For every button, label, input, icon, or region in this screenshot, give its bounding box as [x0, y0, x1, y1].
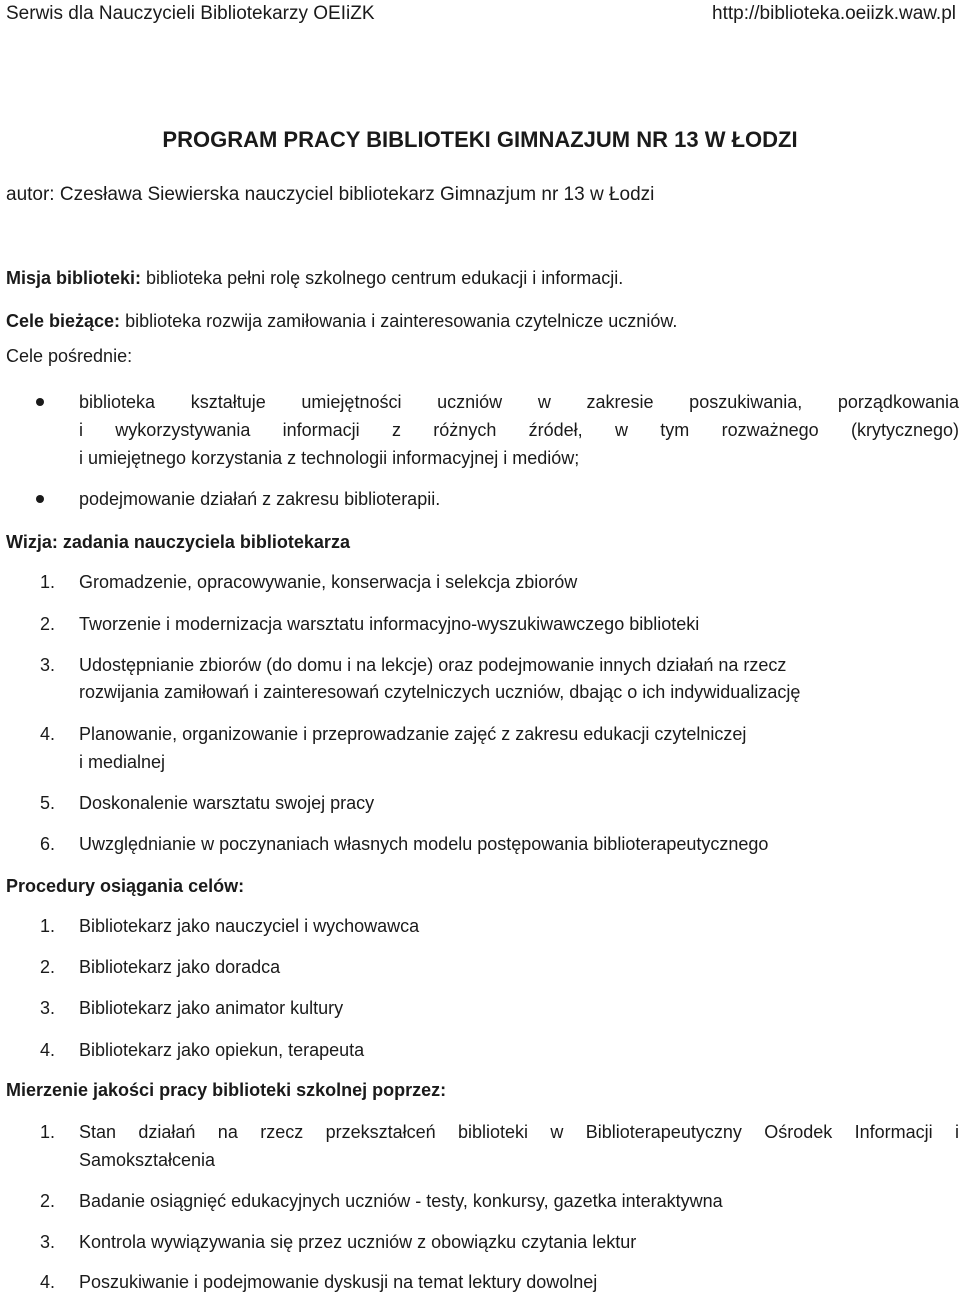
vision-item-4-number: 4.: [40, 724, 56, 744]
mission-text: biblioteka pełni rolę szkolnego centrum edukacji i informacji.: [146, 268, 624, 288]
vision-item-3-line-1: Udostępnianie zbiorów (do domu i na lekcje) oraz podejmowanie innych działań na rzecz: [79, 655, 787, 675]
vision-item-1-number: 1.: [40, 572, 56, 592]
quality-item-2-number: 2.: [40, 1191, 56, 1211]
quality-item-2: Badanie osiągnięć edukacyjnych uczniów - testy, konkursy, gazetka interaktywna: [79, 1191, 723, 1211]
quality-item-3: Kontrola wywiązywania się przez uczniów z obowiązku czytania lektur: [79, 1232, 637, 1252]
vision-item-4-line-1: Planowanie, organizowanie i przeprowadzanie zajęć z zakresu edukacji czytelniczej: [79, 724, 747, 744]
bullet-1-line-2: i wykorzystywania informacji z różnych źródeł, w tym rozważnego (krytycznego): [79, 420, 959, 440]
mission-label: Misja biblioteki:: [6, 268, 142, 288]
vision-item-1: Gromadzenie, opracowywanie, konserwacja i selekcja zbiorów: [79, 572, 578, 592]
quality-item-3-number: 3.: [40, 1232, 56, 1252]
vision-item-3-number: 3.: [40, 655, 56, 675]
quality-item-4: Poszukiwanie i podejmowanie dyskusji na temat lektury dowolnej: [79, 1272, 598, 1292]
quality-item-1: [79, 1118, 959, 1174]
intermediate-goals-label: Cele pośrednie:: [6, 346, 133, 366]
current-goals-text: biblioteka rozwija zamiłowania i zainteresowania czytelnicze uczniów.: [125, 311, 678, 331]
bullet-1-line-1: biblioteka kształtuje umiejętności uczniów w zakresie poszukiwania, porządkowania: [79, 392, 959, 412]
quality-item-4-number: 4.: [40, 1272, 56, 1292]
page-title: PROGRAM PRACY BIBLIOTEKI GIMNAZJUM NR 13 W ŁODZI: [162, 127, 798, 152]
procedure-item-4-number: 4.: [40, 1040, 56, 1060]
procedure-item-1-number: 1.: [40, 916, 56, 936]
vision-item-4-line-2: i medialnej: [79, 752, 166, 772]
vision-item-6-number: 6.: [40, 834, 56, 854]
procedure-item-3-number: 3.: [40, 998, 56, 1018]
vision-item-5-number: 5.: [40, 793, 56, 813]
vision-item-3-line-2: rozwijania zamiłowań i zainteresowań czytelniczych uczniów, dbając o ich indywidualizację: [79, 682, 801, 702]
bullet-item-1: [79, 388, 959, 472]
vision-item-5: Doskonalenie warsztatu swojej pracy: [79, 793, 375, 813]
bullet-1-line-3: i umiejętnego korzystania z technologii informacyjnej i mediów;: [79, 448, 580, 468]
bullet-item-2: podejmowanie działań z zakresu biblioterapii.: [79, 489, 441, 509]
procedure-item-3: Bibliotekarz jako animator kultury: [79, 998, 344, 1018]
bullet-dot: [36, 495, 44, 503]
author-line: autor: Czesława Siewierska nauczyciel bibliotekarz Gimnazjum nr 13 w Łodzi: [6, 184, 655, 205]
vision-heading: Wizja: zadania nauczyciela bibliotekarza: [6, 532, 350, 552]
quality-item-1-number: 1.: [40, 1122, 56, 1142]
procedure-item-1: Bibliotekarz jako nauczyciel i wychowawca: [79, 916, 420, 936]
current-goals-label: Cele bieżące:: [6, 311, 121, 331]
mission-line: [6, 266, 623, 290]
quality-heading: Mierzenie jakości pracy biblioteki szkolnej poprzez:: [6, 1080, 447, 1100]
vision-item-2-number: 2.: [40, 614, 56, 634]
current-goals-line: [6, 307, 677, 335]
vision-item-6: Uwzględnianie w poczynaniach własnych modelu postępowania biblioterapeutycznego: [79, 834, 769, 854]
procedure-item-2: Bibliotekarz jako doradca: [79, 957, 281, 977]
quality-item-1-line-2: Samokształcenia: [79, 1150, 216, 1170]
header-site-name: Serwis dla Nauczycieli Bibliotekarzy OEIiZK: [6, 3, 375, 24]
procedures-heading: Procedury osiągania celów:: [6, 876, 245, 896]
procedure-item-4: Bibliotekarz jako opiekun, terapeuta: [79, 1040, 365, 1060]
header-url: http://biblioteka.oeiizk.waw.pl: [712, 3, 956, 24]
vision-item-2: Tworzenie i modernizacja warsztatu informacyjno-wyszukiwawczego biblioteki: [79, 614, 700, 634]
bullet-dot: [36, 398, 44, 406]
procedure-item-2-number: 2.: [40, 957, 56, 977]
quality-item-1-line-1: Stan działań na rzecz przekształceń biblioteki w Biblioterapeutyczny Ośrodek Informacji i: [79, 1122, 959, 1142]
